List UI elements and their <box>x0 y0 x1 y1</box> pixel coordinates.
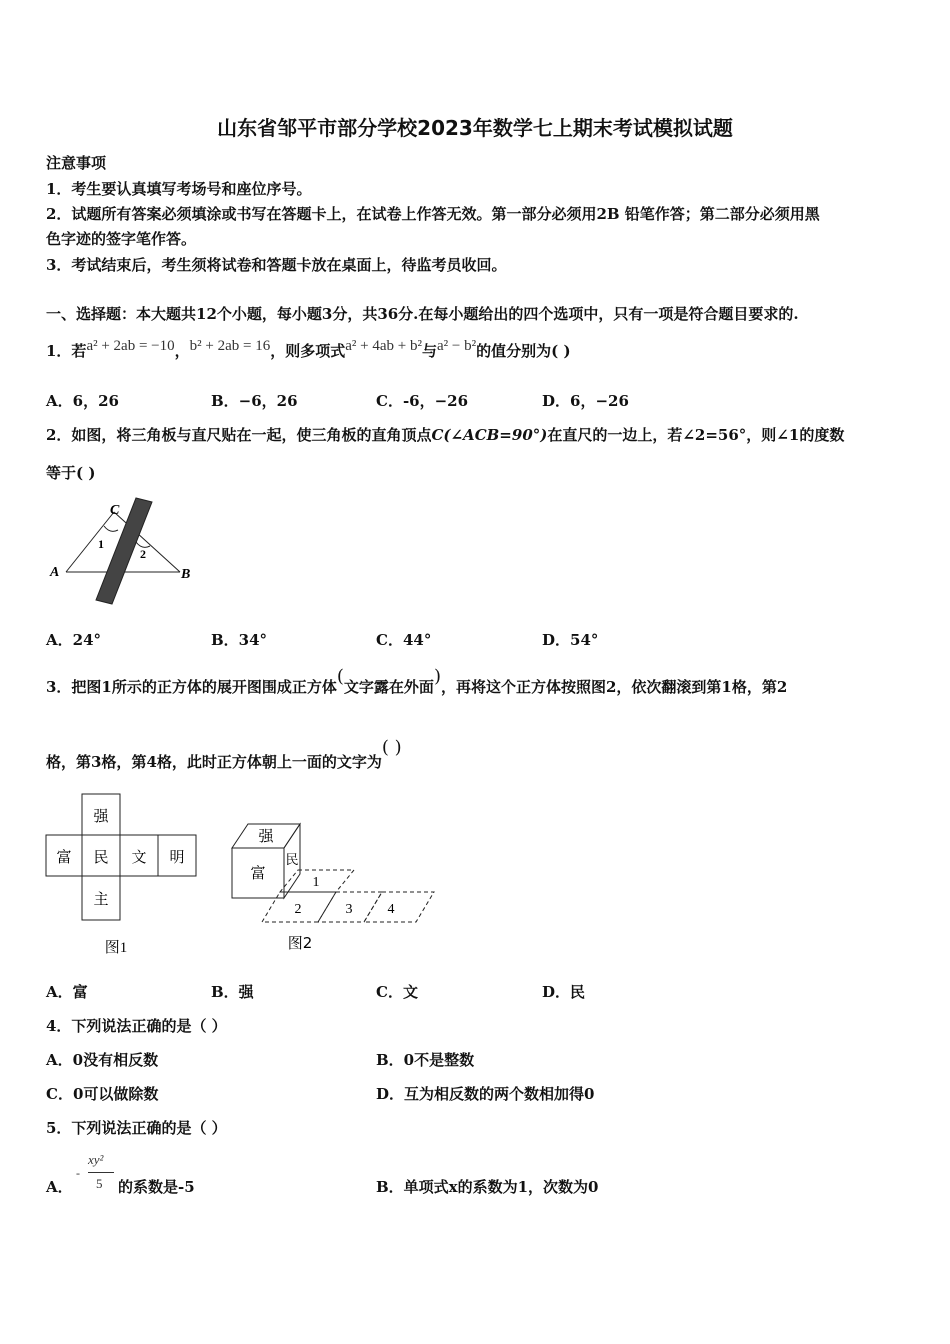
q2-option-a: A．24° <box>46 631 102 649</box>
q1-option-d: D．6，−26 <box>542 392 629 410</box>
q1-mid: ，则多项式 <box>270 342 346 360</box>
q3-stem-line2: 格，第3格，第4格，此时正方体朝上一面的文字为 <box>46 753 382 771</box>
cube-front-text: 富 <box>250 866 266 882</box>
section-heading: 一、选择题：本大题共12个小题，每小题3分，共36分.在每小题给出的四个选项中，只有一项是符合题目要求的. <box>46 305 799 323</box>
notice-item-2-cont: 色字迹的签字笔作答。 <box>46 230 197 248</box>
q1-polynomial-2: a² − b² <box>437 338 477 354</box>
notice-heading: 注意事项 <box>46 154 107 172</box>
grid-cell-4 <box>364 892 434 922</box>
grid-label-1: 1 <box>312 875 320 890</box>
q2-stem-line2: 等于( ) <box>46 464 96 482</box>
q1-conj: 与 <box>421 342 437 360</box>
notice-item-2: 2．试题所有答案必须填涂或书写在答题卡上，在试卷上作答无效。第一部分必须用2B 铅笔作答；第二部分必须用黑 <box>46 205 820 223</box>
q2-stem-angle: C(∠ACB=90°) <box>431 426 548 444</box>
angle-1-label: 1 <box>98 537 104 551</box>
q4-option-d: D．互为相反数的两个数相加得0 <box>376 1085 595 1103</box>
q3-figure-1 <box>44 792 204 962</box>
notice-item-1: 1．考生要认真填写考场号和座位序号。 <box>46 180 312 198</box>
q3-option-b: B．强 <box>211 983 254 1001</box>
q2-option-b: B．34° <box>211 631 268 649</box>
question-2 <box>46 424 844 445</box>
question-4: 4．下列说法正确的是（ ） <box>46 1017 227 1035</box>
triangle-side-ac <box>66 512 114 572</box>
angle-2-label: 2 <box>140 547 146 561</box>
question-3-line2 <box>46 737 402 772</box>
question-5: 5．下列说法正确的是（ ） <box>46 1119 227 1137</box>
q4-option-a: A．0没有相反数 <box>46 1051 159 1069</box>
question-1 <box>46 340 571 361</box>
q3-option-c: C．文 <box>376 983 418 1001</box>
net-text-2: 民 <box>93 850 109 866</box>
fig1-caption: 图1 <box>104 940 128 956</box>
q2-figure <box>44 490 204 610</box>
q3-answer-blank: ( ) <box>381 737 402 758</box>
page-title: 山东省邹平市部分学校2023年数学七上期末考试模拟试题 <box>217 116 733 140</box>
q1-option-b: B．−6，26 <box>211 392 298 410</box>
net-text-top: 强 <box>93 809 109 825</box>
angle-1-arc <box>104 526 118 531</box>
q2-option-d: D．54° <box>542 631 599 649</box>
q2-stem-c: 在直尺的一边上，若∠2=56°，则∠1的度数 <box>547 426 845 444</box>
q3-option-d: D．民 <box>542 983 586 1001</box>
q1-suffix: 的值分别为( ) <box>476 342 571 360</box>
q3-option-a: A．富 <box>46 983 88 1001</box>
q5-option-a-text: 的系数是-5 <box>118 1178 195 1196</box>
cube-side-text: 民 <box>285 852 299 867</box>
grid-label-2: 2 <box>294 902 302 917</box>
net-text-4: 明 <box>169 850 185 866</box>
q5-option-a-numerator: xy² <box>88 1152 104 1167</box>
vertex-a-label: A <box>50 565 60 580</box>
vertex-c-label: C <box>110 503 120 518</box>
q3-stem-a: 3．把图1所示的正方体的展开图围成正方体 <box>46 678 337 696</box>
grid-label-4: 4 <box>387 902 395 917</box>
net-text-1: 富 <box>56 850 72 866</box>
q3-stem-c: ，再将这个正方体按照图2，依次翻滚到第1格，第2 <box>440 678 788 696</box>
q5-option-b: B．单项式x的系数为1，次数为0 <box>376 1178 599 1196</box>
fig2-caption: 图2 <box>287 934 313 952</box>
q1-condition-1: a² + 2ab = −10 <box>86 338 175 354</box>
net-text-3: 文 <box>131 850 147 866</box>
vertex-b-label: B <box>181 567 191 582</box>
net-text-bottom: 主 <box>93 892 109 908</box>
q5-option-a-minus: - <box>76 1166 80 1180</box>
q2-option-c: C．44° <box>376 631 432 649</box>
question-3 <box>46 666 788 697</box>
q3-stem-b: 文字露在外面 <box>343 678 434 696</box>
q1-prefix: 1．若 <box>46 342 87 360</box>
q1-sep: ， <box>174 342 190 360</box>
q3-figure-2 <box>228 818 438 958</box>
q1-option-a: A．6，26 <box>46 392 119 410</box>
q1-polynomial-1: a² + 4ab + b² <box>345 338 422 354</box>
q2-stem-a: 2．如图，将三角板与直尺贴在一起，使三角板的直角顶点 <box>46 426 432 444</box>
q3-paren-open: ( <box>336 666 344 687</box>
cube-top-text: 强 <box>258 829 274 845</box>
q5-option-a-denominator: 5 <box>96 1176 103 1191</box>
q5-option-a-label: A． <box>46 1178 73 1196</box>
q4-option-b: B．0不是整数 <box>376 1051 475 1069</box>
q1-option-c: C．-6，−26 <box>376 392 469 410</box>
q4-option-c: C．0可以做除数 <box>46 1085 159 1103</box>
q3-paren-close: ) <box>433 666 441 687</box>
q5-fraction-bar <box>88 1172 114 1173</box>
grid-label-3: 3 <box>345 902 353 917</box>
notice-item-3: 3．考试结束后，考生须将试卷和答题卡放在桌面上，待监考员收回。 <box>46 256 507 274</box>
q1-condition-2: b² + 2ab = 16 <box>189 338 271 354</box>
